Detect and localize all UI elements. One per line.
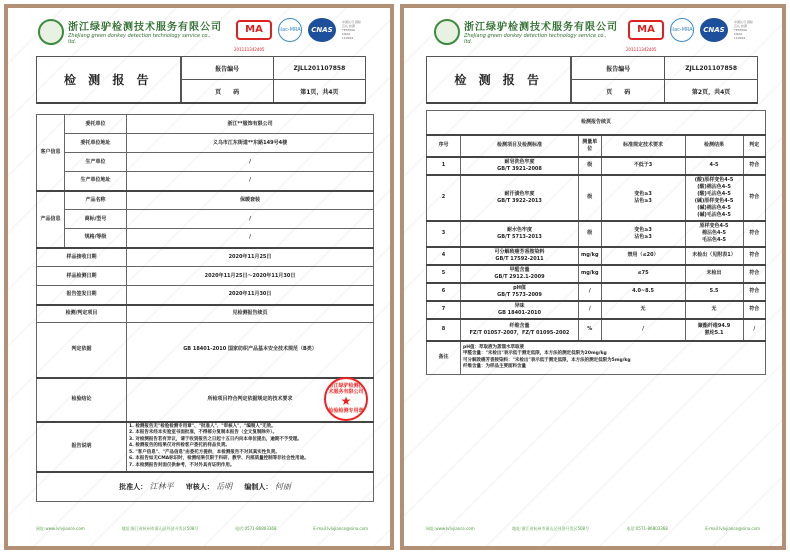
- table-row: [427, 283, 766, 301]
- unit: %: [579, 319, 602, 341]
- company-logo: [38, 18, 222, 45]
- item-label: 检测/判定项目: [37, 305, 127, 323]
- row-value: /: [127, 172, 374, 191]
- table-row: [427, 175, 766, 221]
- footer-web: 网址:www.lvlvjiance.com: [36, 526, 85, 531]
- test-standard: GB/T 7573-2009: [497, 291, 542, 298]
- column-header: 标准规定技术要求: [601, 135, 685, 157]
- page-label: 页 码: [181, 80, 273, 102]
- cnas-note: 中国认可 国际互认 检测 TESTING CNAS L12094: [342, 20, 361, 40]
- row-number: 2: [427, 175, 461, 221]
- remarks-label: 备注: [427, 341, 461, 375]
- product-group: 产品信息: [37, 191, 65, 248]
- report-no-label: 报告编号: [571, 57, 664, 80]
- result: 未检出（见附表1）: [685, 247, 743, 265]
- cma-mark-icon: MA 201111342405: [628, 20, 664, 40]
- report-header: [426, 56, 758, 104]
- row-value: /: [127, 229, 374, 248]
- column-header: 测量单位: [579, 135, 602, 157]
- result: 4-5: [685, 157, 743, 175]
- column-header: 检测结果: [685, 135, 743, 157]
- test-standard: FZ/T 01057-2007，FZ/T 01095-2002: [469, 329, 570, 336]
- report-no: ZJLL201107858: [664, 57, 757, 80]
- row-number: 7: [427, 301, 461, 319]
- test-item-name: 耐水色牢度: [506, 226, 532, 233]
- verdict: /: [743, 319, 765, 341]
- seal-text: 浙江绿驴检测技术服务有限公司: [328, 383, 364, 395]
- verdict: 符合: [743, 247, 765, 265]
- report-title: 检 测 报 告: [37, 57, 181, 102]
- company-name-en: ZheJiang green donkey detection technology service co., ltd.: [464, 33, 607, 45]
- column-header: 序号: [427, 135, 461, 157]
- date-value: 2020年11月25日: [127, 248, 374, 267]
- row-number: 8: [427, 319, 461, 341]
- requirement: 变色≥3 沾色≥3: [601, 221, 685, 247]
- table-row: [427, 157, 766, 175]
- approver-signature: 江林平: [149, 481, 174, 491]
- table-row: [427, 265, 766, 283]
- star-icon: ★: [340, 394, 352, 408]
- ilac-mark-icon: ilac-MRA: [670, 18, 694, 42]
- verdict: 符合: [743, 283, 765, 301]
- official-seal: [324, 377, 368, 421]
- reviewer-signature: 岳明: [216, 481, 233, 491]
- requirement: 变色≥3 沾色≥3: [601, 175, 685, 221]
- test-standard: GB/T 3921-2008: [497, 165, 542, 172]
- row-label: 委托单位地址: [65, 134, 127, 153]
- seal-code: 检验检测专用章: [328, 408, 364, 414]
- page-footer: [426, 526, 760, 532]
- verdict: 符合: [743, 157, 765, 175]
- verdict: 符合: [743, 221, 765, 247]
- table-row: [427, 301, 766, 319]
- test-item: [461, 319, 579, 341]
- report-header: [36, 56, 366, 104]
- certification-marks: [626, 18, 754, 52]
- footer-email: E-mail:lvlvjiance@sina.com: [705, 526, 760, 531]
- certification-marks: [234, 18, 362, 52]
- unit: /: [579, 283, 602, 301]
- row-value: /: [127, 153, 374, 172]
- test-standard: GB/T 2912.1-2009: [494, 273, 545, 280]
- report-no-label: 报告编号: [181, 57, 273, 80]
- test-item: [461, 265, 579, 283]
- test-results-table: [426, 110, 766, 375]
- column-header: 检测项目及检测标准: [461, 135, 579, 157]
- test-item: [461, 221, 579, 247]
- result: 无: [685, 301, 743, 319]
- donkey-logo-icon: [434, 19, 460, 45]
- requirement: 4.0~8.5: [601, 283, 685, 301]
- unit: /: [579, 301, 602, 319]
- client-group: 客户信息: [37, 115, 65, 191]
- test-item-name: 异味: [514, 302, 525, 309]
- requirement: 禁用（≤20）: [601, 247, 685, 265]
- requirement: 不低于3: [601, 157, 685, 175]
- footer-phone: 电话:0571-86803368: [235, 526, 277, 531]
- result: 原样变色4-5 棉沾色4-5 毛沾色4-5: [685, 221, 743, 247]
- row-label: 生产单位地址: [65, 172, 127, 191]
- cnas-mark-icon: CNAS: [308, 18, 336, 42]
- table-row: [427, 319, 766, 341]
- row-label: 生产单位: [65, 153, 127, 172]
- report-info-table: [36, 114, 374, 502]
- test-standard: GB/T 3922-2013: [497, 197, 542, 204]
- page-label: 页 码: [571, 80, 664, 102]
- row-label: 委托单位: [65, 115, 127, 134]
- conclusion-value: 所检项目符合判定依据规定的技术要求: [127, 378, 374, 422]
- unit: 级: [579, 157, 602, 175]
- footer-phone: 电话:0571-86803368: [626, 526, 668, 531]
- row-number: 5: [427, 265, 461, 283]
- verdict: 符合: [743, 265, 765, 283]
- footer-web: 网址:www.lvlvjiance.com: [426, 526, 475, 531]
- requirement: ≤75: [601, 265, 685, 283]
- requirement: /: [601, 319, 685, 341]
- ilac-mark-icon: ilac-MRA: [278, 18, 302, 42]
- test-item-name: 甲醛含量: [509, 266, 530, 273]
- notes-label: 报告说明: [37, 422, 127, 472]
- basis-value: GB 18401-2010 国家纺织产品基本安全技术规范（B类）: [127, 323, 374, 378]
- company-name: 浙江绿驴检测技术服务有限公司: [68, 22, 222, 33]
- editor-label: 编制人：: [244, 482, 273, 491]
- test-item: [461, 283, 579, 301]
- column-header: 判定: [743, 135, 765, 157]
- approver-label: 批准人：: [119, 482, 148, 491]
- date-label: 报告签发日期: [37, 286, 127, 305]
- date-label: 样品检测日期: [37, 267, 127, 286]
- notes-list: 1. 检测报告无"检验检测专用章"、"批准人"、"审核人"、"编制人"无效。 2. 本报告未经本实验室书面批准，不得部分复制本报告（全文复制除外）。 3. 对检测报告若有异议，请于收到报告之日起十五日内向本单位提出，逾期不予受理。 4. 检测报告的结果仅对所检客户委托的样品负责。 5. "客户信息"、"产品信息"由委托方提供，本检测报告不对其真实性负责。 6. 本报告如无CMA标识时，检测结果仅限于科研、教学、内部质量控制等非社会性用途。 7. 本检测报告封面仅供参考，不对外具有证明作用。: [127, 422, 374, 472]
- report-title: 检 测 报 告: [427, 57, 571, 102]
- footer-address: 地址:浙江省杭州市萧山区经济开发区508号: [512, 526, 590, 531]
- page-footer: [36, 526, 368, 532]
- row-value: /: [127, 210, 374, 229]
- row-label: 商标/型号: [65, 210, 127, 229]
- date-value: 2020年11月25日～2020年11月30日: [127, 267, 374, 286]
- company-logo: [434, 18, 618, 45]
- row-label: 产品名称: [65, 191, 127, 210]
- company-name: 浙江绿驴检测技术服务有限公司: [464, 22, 618, 33]
- result: 未检出: [685, 265, 743, 283]
- test-item: [461, 157, 579, 175]
- signature-row: [37, 472, 374, 502]
- result: 聚酯纤维94.9 氨纶5.1: [685, 319, 743, 341]
- test-standard: GB/T 5713-2013: [497, 233, 542, 240]
- table-row: [427, 221, 766, 247]
- test-standard: GB/T 17592-2011: [495, 255, 544, 262]
- unit: mg/kg: [579, 265, 602, 283]
- reviewer-label: 审核人：: [185, 482, 214, 491]
- test-item: [461, 175, 579, 221]
- row-value: 义乌市江东街道**东路149号4楼: [127, 134, 374, 153]
- report-page-1: [4, 4, 394, 550]
- test-item: [461, 301, 579, 319]
- row-value: 保暖套装: [127, 191, 374, 210]
- date-label: 样品接收日期: [37, 248, 127, 267]
- item-value: 见检测报告续页: [127, 305, 374, 323]
- cnas-mark-icon: CNAS: [700, 18, 728, 42]
- report-no: ZJLL201107858: [273, 57, 365, 80]
- page-number: 第2页，共4页: [664, 80, 757, 102]
- test-standard: GB 18401-2010: [497, 309, 542, 316]
- editor-signature: 何丽: [274, 481, 291, 491]
- verdict: 符合: [743, 175, 765, 221]
- requirement: 无: [601, 301, 685, 319]
- remarks-list: pH值：萃取液为蒸馏水萃取液 甲醛含量："未检出"表示低于测定低限，本方法的测定低限为20mg/kg 可分解致癌芳香胺染料："未检出"表示低于测定低限，本方法的测定低限为5mg/kg 纤维含量：为样品主要面料含量: [461, 341, 766, 375]
- test-item: [461, 247, 579, 265]
- row-label: 规格/等级: [65, 229, 127, 248]
- test-item-name: 耐皂洗色牢度: [504, 158, 535, 165]
- footer-email: E-mail:lvlvjiance@sina.com: [313, 526, 368, 531]
- table-row: [427, 247, 766, 265]
- unit: mg/kg: [579, 247, 602, 265]
- row-number: 6: [427, 283, 461, 301]
- page-number: 第1页，共4页: [273, 80, 365, 102]
- result: 5.5: [685, 283, 743, 301]
- company-name-en: ZheJiang green donkey detection technology service co., ltd.: [68, 33, 211, 45]
- table-title: 检测报告续页: [427, 111, 766, 135]
- report-page-2: [400, 4, 786, 550]
- row-value: 浙江**服饰有限公司: [127, 115, 374, 134]
- basis-label: 判定依据: [37, 323, 127, 378]
- test-item-name: 纤维含量: [509, 322, 530, 329]
- row-number: 4: [427, 247, 461, 265]
- date-value: 2020年11月30日: [127, 286, 374, 305]
- row-number: 1: [427, 157, 461, 175]
- cnas-note: 中国认可 国际互认 检测 TESTING CNAS L12094: [734, 20, 753, 40]
- unit: 级: [579, 175, 602, 221]
- donkey-logo-icon: [38, 19, 64, 45]
- test-item-name: pH值: [513, 284, 526, 291]
- conclusion-label: 检验结论: [37, 378, 127, 422]
- result: (酸)原样变色4-5 (酸)棉沾色4-5 (酸)毛沾色4-5 (碱)原样变色4-5 (碱)棉沾色4-5 (碱)毛沾色4-5: [685, 175, 743, 221]
- test-item-name: 耐汗渍色牢度: [504, 190, 535, 197]
- verdict: 符合: [743, 301, 765, 319]
- unit: 级: [579, 221, 602, 247]
- cma-mark-icon: MA 201111342405: [236, 20, 272, 40]
- row-number: 3: [427, 221, 461, 247]
- test-item-name: 可分解致癌芳香胺染料: [494, 248, 545, 255]
- footer-address: 地址:浙江省杭州市萧山区经济开发区508号: [121, 526, 199, 531]
